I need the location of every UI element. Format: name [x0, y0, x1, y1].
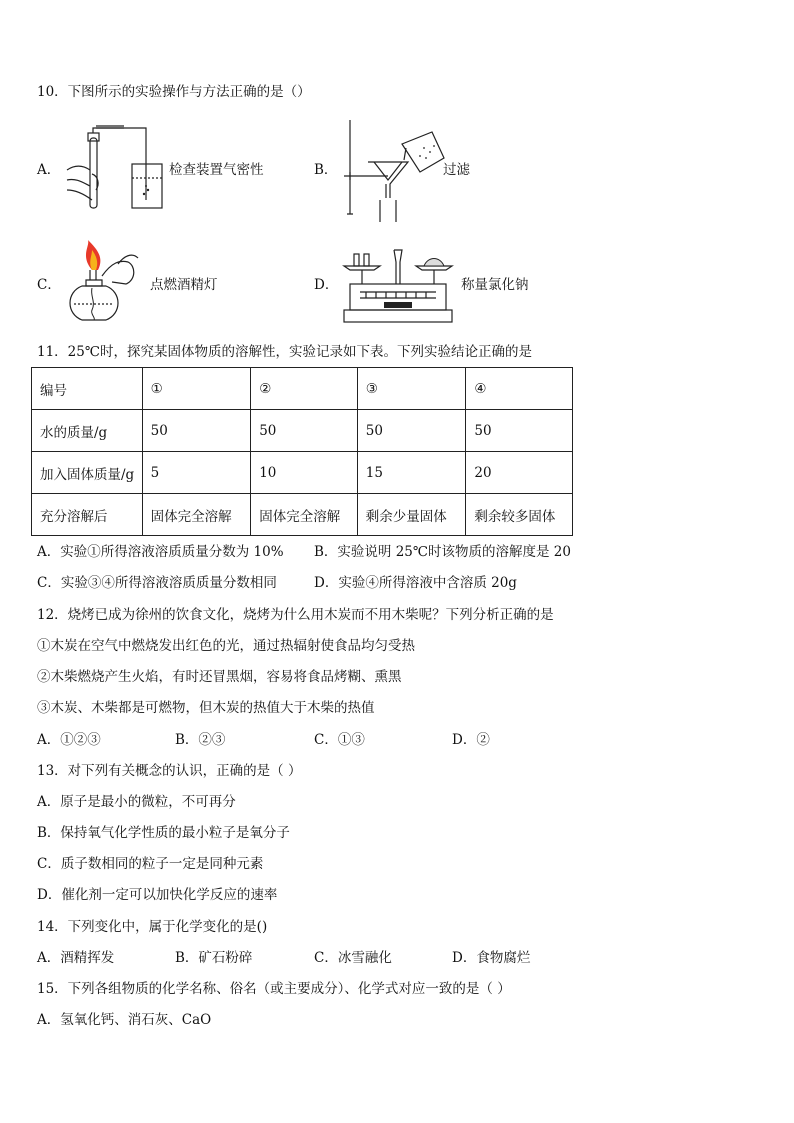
q13-option-a: A．原子是最小的微粒，不可再分: [37, 794, 236, 810]
table-row: [32, 368, 573, 410]
q15-stem: 15．下列各组物质的化学名称、俗名（或主要成分）、化学式对应一致的是（ ）: [37, 981, 511, 997]
q14-option-a: A．酒精挥发: [37, 950, 115, 966]
q10-option-d-letter: D．: [314, 277, 339, 293]
q10-option-c-letter: C．: [37, 277, 61, 293]
table-header-cell: ①: [142, 368, 251, 410]
q14-option-d: D．食物腐烂: [452, 950, 531, 966]
q11-option-b: B．实验说明 25℃时该物质的溶解度是 20: [314, 544, 571, 560]
table-cell: 充分溶解后: [32, 494, 143, 536]
table-row: [32, 410, 573, 452]
table-row: [32, 494, 573, 536]
q10-option-a-letter: A．: [37, 162, 61, 178]
q11-stem: 11．25℃时，探究某固体物质的溶解性，实验记录如下表。下列实验结论正确的是: [37, 344, 532, 360]
solubility-table: [31, 367, 573, 536]
q10-option-a-caption: 检查装置气密性: [169, 162, 264, 178]
table-cell: 加入固体质量/g: [32, 452, 143, 494]
q12-option-a: A．①②③: [37, 732, 101, 748]
q10-option-b-letter: B．: [314, 162, 338, 178]
table-cell: 水的质量/g: [32, 410, 143, 452]
table-cell: 15: [357, 452, 466, 494]
q14-option-c: C．冰雪融化: [314, 950, 392, 966]
q12-statement-1: ①木炭在空气中燃烧发出红色的光，通过热辐射使食品均匀受热: [37, 638, 415, 654]
q12-option-c: C．①③: [314, 732, 365, 748]
table-row: [32, 452, 573, 494]
q13-option-d: D．催化剂一定可以加快化学反应的速率: [37, 887, 278, 903]
table-cell: 50: [466, 410, 573, 452]
table-cell: 固体完全溶解: [142, 494, 251, 536]
table-cell: 20: [466, 452, 573, 494]
q13-stem: 13．对下列有关概念的认识，正确的是（ ）: [37, 763, 302, 779]
airtight-check-figure: [62, 120, 172, 212]
filtration-figure: [340, 118, 450, 222]
table-cell: 5: [142, 452, 251, 494]
table-cell: 剩余少量固体: [357, 494, 466, 536]
table-header-cell: 编号: [32, 368, 143, 410]
q12-statement-2: ②木柴燃烧产生火焰，有时还冒黑烟，容易将食品烤糊、熏黑: [37, 669, 402, 685]
q10-option-b-caption: 过滤: [443, 162, 470, 178]
q13-option-b: B．保持氧气化学性质的最小粒子是氧分子: [37, 825, 290, 841]
q10-stem: 10．下图所示的实验操作与方法正确的是（）: [37, 84, 311, 100]
q14-option-b: B．矿石粉碎: [175, 950, 253, 966]
q12-stem: 12．烧烤已成为徐州的饮食文化，烧烤为什么用木炭而不用木柴呢？下列分析正确的是: [37, 607, 554, 623]
q10-option-d-caption: 称量氯化钠: [461, 277, 529, 293]
q15-option-a: A．氢氧化钙、消石灰、CaO: [37, 1012, 212, 1028]
q11-option-d: D．实验④所得溶液中含溶质 20g: [314, 575, 517, 591]
q10-option-c-caption: 点燃酒精灯: [150, 277, 218, 293]
q12-statement-3: ③木炭、木柴都是可燃物，但木炭的热值大于木柴的热值: [37, 700, 375, 716]
alcohol-lamp-figure: [62, 240, 146, 326]
table-header-cell: ③: [357, 368, 466, 410]
table-cell: 10: [251, 452, 358, 494]
table-cell: 50: [142, 410, 251, 452]
q12-option-b: B．②③: [175, 732, 226, 748]
table-cell: 剩余较多固体: [466, 494, 573, 536]
q11-option-a: A．实验①所得溶液溶质质量分数为 10%: [37, 544, 284, 560]
q12-option-d: D．②: [452, 732, 490, 748]
table-header-cell: ④: [466, 368, 573, 410]
table-cell: 50: [357, 410, 466, 452]
q14-stem: 14．下列变化中，属于化学变化的是(): [37, 919, 268, 935]
table-cell: 固体完全溶解: [251, 494, 358, 536]
table-cell: 50: [251, 410, 358, 452]
table-header-cell: ②: [251, 368, 358, 410]
q11-option-c: C．实验③④所得溶液溶质质量分数相同: [37, 575, 277, 591]
q13-option-c: C．质子数相同的粒子一定是同种元素: [37, 856, 264, 872]
balance-figure: [340, 240, 456, 326]
